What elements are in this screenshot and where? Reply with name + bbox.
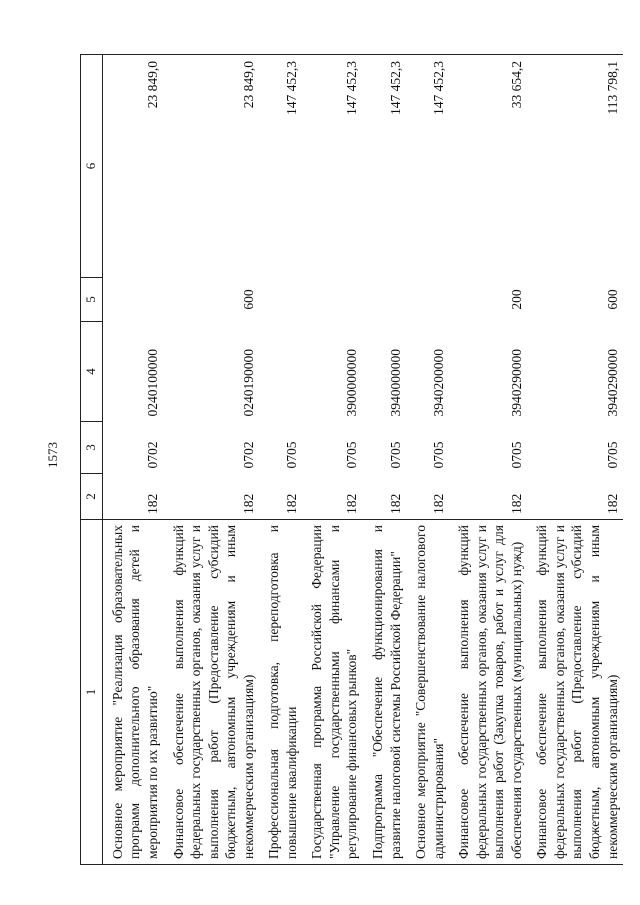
row-target-article: [259, 322, 302, 422]
row-grbs: 182: [344, 493, 360, 514]
column-header-4: 4: [81, 322, 103, 422]
column-header-3: 3: [81, 422, 103, 474]
row-expense-type: [102, 278, 163, 322]
column-header-row: [81, 55, 103, 865]
row-section: 0705: [283, 441, 299, 469]
rotated-page: [80, 55, 620, 865]
row-grbs: 182: [508, 493, 524, 514]
row-expense-type: 600: [604, 289, 620, 310]
table-row: [527, 55, 623, 865]
row-amount: 23 849,0: [102, 55, 163, 278]
row-amount: 147 452,3: [406, 55, 449, 278]
row-target-article: 3900000000: [344, 349, 360, 417]
row-target-article: 3940200000: [430, 349, 446, 417]
row-grbs: 182: [430, 493, 446, 514]
row-name: Финансовое обеспечение выполнения функций федеральных государственных органов, оказания услуг и выполнения работ (Предоставление субсидий бюджетным, автономным учреждениям и иным некоммерческим организациям): [527, 520, 623, 865]
row-target-article: 3940290000: [508, 349, 524, 417]
row-section: 0705: [430, 441, 446, 469]
row-grbs: 182: [604, 493, 620, 514]
row-name: Государственная программа Российской Федерации "Управление государственными финансами и регулирование финансовых рынков": [302, 520, 363, 865]
row-name: Основное мероприятие "Реализация образовательных программ дополнительного образования детей и мероприятия по их развитию": [102, 520, 163, 865]
table-row: [363, 55, 406, 865]
table-row: [406, 55, 449, 865]
table-row: [102, 55, 163, 865]
column-header-5: 5: [81, 278, 103, 322]
row-section: 0702: [144, 441, 160, 469]
row-grbs: 182: [387, 493, 403, 514]
row-name: Основное мероприятие "Совершенствование налогового администрирования": [406, 520, 449, 865]
page-number: 1573: [45, 442, 60, 468]
row-expense-type: [259, 278, 302, 322]
row-grbs: 182: [144, 493, 160, 514]
row-target-article: 3940290000: [604, 349, 620, 417]
row-amount: 147 452,3: [302, 55, 363, 278]
table-row: [259, 55, 302, 865]
row-target-article: 0240100000: [144, 349, 160, 417]
row-expense-type: [302, 278, 363, 322]
row-name: Финансовое обеспечение выполнения функций федеральных государственных органов, оказания услуг и выполнения работ (Предоставление субсидий бюджетным, автономным учреждениям и иным некоммерческим организациям): [164, 520, 260, 865]
row-grbs: 182: [240, 493, 256, 514]
row-amount: 147 452,3: [259, 55, 302, 278]
column-header-1: 1: [81, 520, 103, 865]
row-section: 0705: [508, 441, 524, 469]
row-target-article: 0240190000: [240, 349, 256, 417]
row-name: Финансовое обеспечение выполнения функций федеральных государственных органов, оказания услуг и выполнения работ (Закупка товаров, работ и услуг для обеспечения государственных (муниципальных) нужд): [449, 520, 527, 865]
row-expense-type: 600: [240, 289, 256, 310]
table-row: [302, 55, 363, 865]
row-name: Подпрограмма "Обеспечение функционирования и развитие налоговой системы Российской Федерации": [363, 520, 406, 865]
column-header-2: 2: [81, 474, 103, 520]
row-grbs: 182: [283, 493, 299, 514]
row-target-article: 3940000000: [387, 349, 403, 417]
row-expense-type: [363, 278, 406, 322]
row-name: Профессиональная подготовка, переподготовка и повышение квалификации: [259, 520, 302, 865]
row-expense-type: 200: [508, 289, 524, 310]
row-expense-type: [406, 278, 449, 322]
row-section: 0702: [240, 441, 256, 469]
row-amount: 113 798,1: [527, 55, 623, 278]
table-row: [164, 55, 260, 865]
column-header-6: 6: [81, 55, 103, 278]
row-amount: 147 452,3: [363, 55, 406, 278]
table-row: [449, 55, 527, 865]
row-amount: 23 849,0: [164, 55, 260, 278]
budget-table: [80, 54, 623, 865]
row-section: 0705: [344, 441, 360, 469]
row-section: 0705: [387, 441, 403, 469]
row-amount: 33 654,2: [449, 55, 527, 278]
row-section: 0705: [604, 441, 620, 469]
